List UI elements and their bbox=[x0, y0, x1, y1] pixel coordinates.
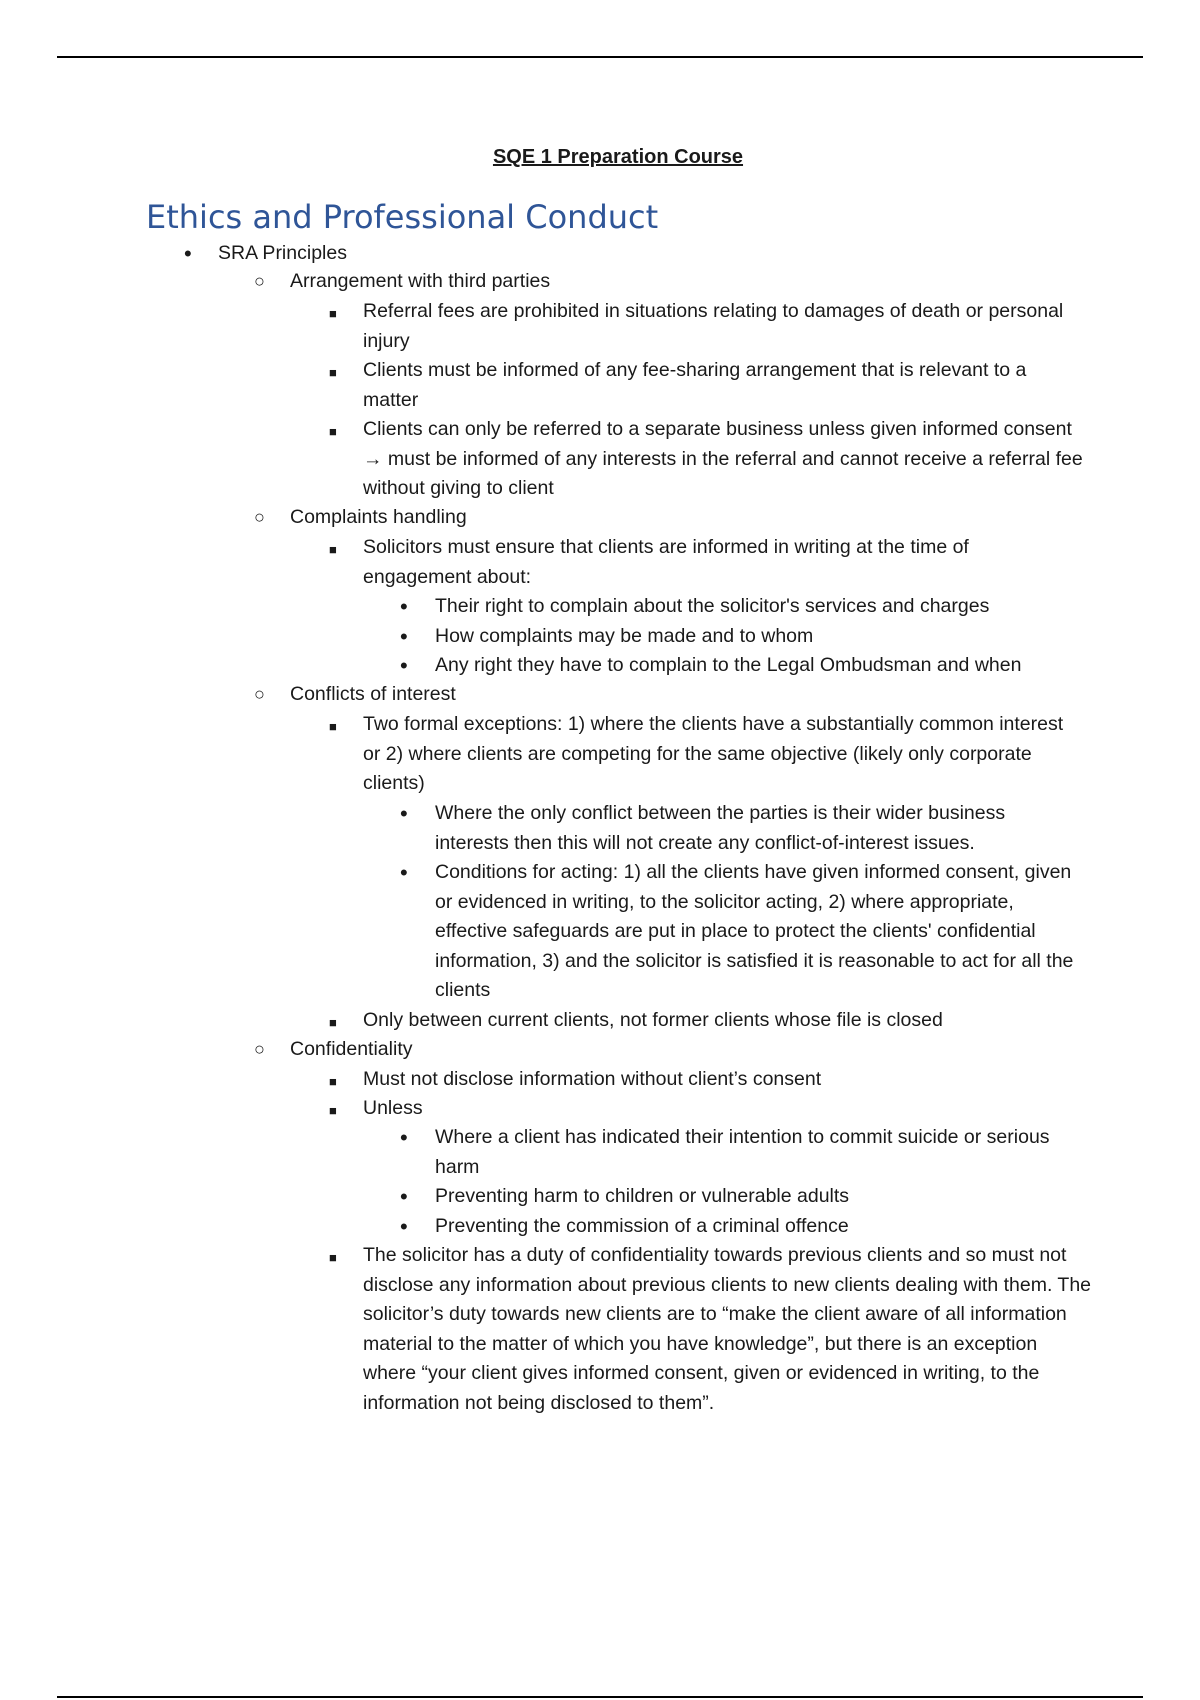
list-item: ■ Referral fees are prohibited in situations relating to damages of death or personal injury bbox=[329, 300, 1064, 352]
list-item: ■ Solicitors must ensure that clients are informed in writing at the time of engagement about: bbox=[329, 536, 969, 588]
bullet-dot-icon: • bbox=[400, 860, 408, 885]
bullet-square-icon: ■ bbox=[329, 1250, 337, 1265]
list-item: ○ Complaints handling bbox=[290, 503, 1090, 533]
list-item: • Their right to complain about the solicitor's services and charges bbox=[435, 592, 1095, 622]
bullet-circle-icon: ○ bbox=[254, 1039, 265, 1059]
list-item: • Preventing harm to children or vulnerable adults bbox=[435, 1182, 1095, 1212]
bullet-dot-icon: • bbox=[184, 241, 192, 266]
bullet-square-icon: ■ bbox=[329, 1074, 337, 1089]
section-heading: Ethics and Professional Conduct bbox=[146, 198, 659, 236]
bullet-circle-icon: ○ bbox=[254, 684, 265, 704]
list-item: • How complaints may be made and to whom bbox=[435, 622, 1095, 652]
bullet-dot-icon: • bbox=[400, 624, 408, 649]
bullet-square-icon: ■ bbox=[329, 719, 337, 734]
bullet-dot-icon: • bbox=[400, 1214, 408, 1239]
list-item: ○ Conflicts of interest bbox=[290, 680, 1090, 710]
list-item: • Preventing the commission of a criminal offence bbox=[435, 1212, 1095, 1242]
list-item: • Where a client has indicated their intention to commit suicide or serious harm bbox=[400, 1125, 1050, 1178]
list-item: • SRA Principles bbox=[218, 239, 1118, 269]
list-item: • Conditions for acting: 1) all the clients have given informed consent, given or evidenced in writing, to the solicitor acting, 2) where appropriate, effective safeguards are put in place to protect the clients' confidential information, 3) and the solicitor is satisfied it is reasonable to act for all the clients bbox=[400, 860, 1074, 1001]
bullet-circle-icon: ○ bbox=[254, 507, 265, 527]
bullet-square-icon: ■ bbox=[329, 1015, 337, 1030]
bullet-dot-icon: • bbox=[400, 1184, 408, 1209]
list-item: ■ Clients can only be referred to a separate business unless given informed consent → must be informed of any interests in the referral and cannot receive a referral fee without giving to client bbox=[329, 418, 1083, 499]
bullet-circle-icon: ○ bbox=[254, 271, 265, 291]
list-item: ○ Confidentiality bbox=[290, 1035, 1090, 1065]
list-item: ■ Clients must be informed of any fee-sharing arrangement that is relevant to a matter bbox=[329, 359, 1027, 411]
bullet-square-icon: ■ bbox=[329, 1103, 337, 1118]
list-item: ■ Must not disclose information without client’s consent bbox=[363, 1065, 1083, 1095]
bullet-square-icon: ■ bbox=[329, 424, 337, 439]
list-item: ■ Only between current clients, not former clients whose file is closed bbox=[363, 1006, 1093, 1036]
list-item: ○ Arrangement with third parties bbox=[290, 267, 1090, 297]
header-rule bbox=[57, 56, 1143, 58]
list-item: • Where the only conflict between the parties is their wider business interests then this will not create any conflict-of-interest issues. bbox=[400, 801, 1006, 854]
bullet-dot-icon: • bbox=[400, 653, 408, 678]
bullet-dot-icon: • bbox=[400, 1125, 408, 1150]
list-item: • Any right they have to complain to the Legal Ombudsman and when bbox=[435, 651, 1095, 681]
bullet-dot-icon: • bbox=[400, 801, 408, 826]
bullet-square-icon: ■ bbox=[329, 365, 337, 380]
bullet-square-icon: ■ bbox=[329, 542, 337, 557]
bullet-dot-icon: • bbox=[400, 594, 408, 619]
bullet-square-icon: ■ bbox=[329, 306, 337, 321]
list-item: ■ The solicitor has a duty of confidentiality towards previous clients and so must not disclose any information about previous clients to new clients dealing with them. The solicitor’s duty towards new clients are to “make the client aware of all information material to the matter of which you have knowledge”, but there is an exception where “your client gives informed consent, given or evidenced in writing, to the information not being disclosed to them”. bbox=[329, 1244, 1092, 1414]
list-item: ■ Two formal exceptions: 1) where the clients have a substantially common interest or 2) where clients are competing for the same objective (likely only corporate clients) bbox=[329, 713, 1064, 794]
footer-rule bbox=[57, 1696, 1143, 1698]
course-title: SQE 1 Preparation Course bbox=[492, 146, 744, 168]
list-item: ■ Unless bbox=[363, 1094, 1083, 1124]
